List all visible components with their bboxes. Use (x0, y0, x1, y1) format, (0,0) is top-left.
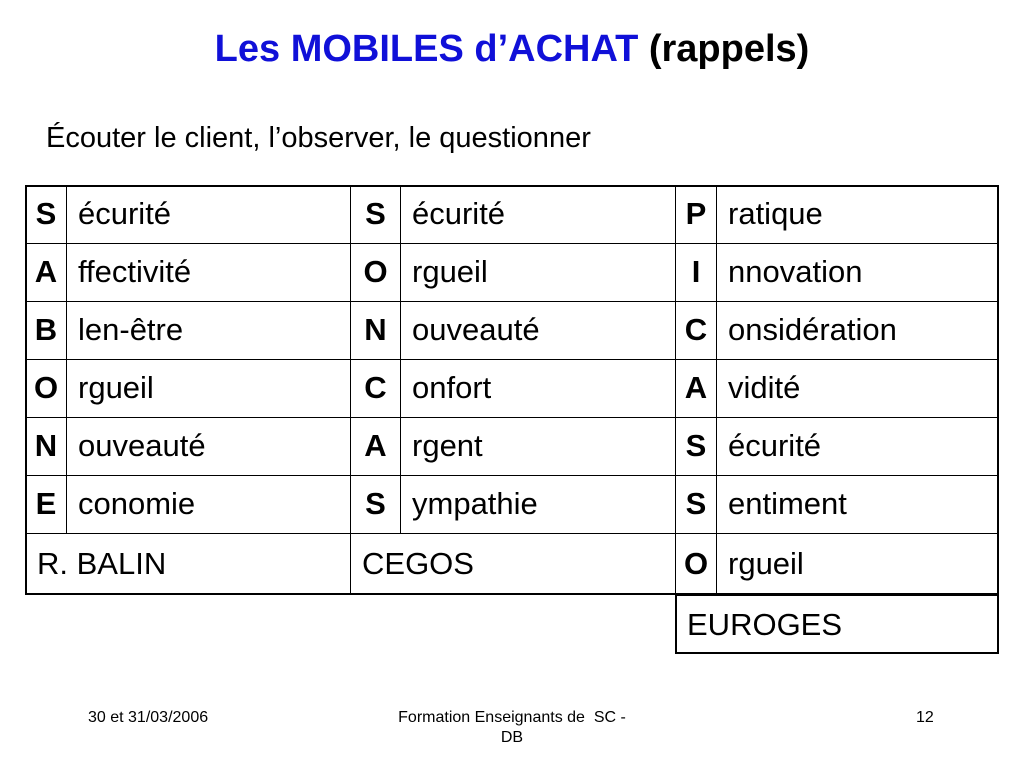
table-cell-letter: A (675, 359, 716, 417)
table-cell-word: ratique (716, 185, 999, 243)
table-cell-word: nnovation (716, 243, 999, 301)
table-cell-letter: P (675, 185, 716, 243)
table-cell-word: écurité (66, 185, 350, 243)
table-cell-letter: C (675, 301, 716, 359)
table-cell-letter: S (675, 475, 716, 533)
source-euroges: EUROGES (675, 595, 999, 654)
table-cell-word: conomie (66, 475, 350, 533)
table-cell-word: rgueil (400, 243, 675, 301)
slide-number: 12 (916, 709, 934, 726)
table-cell-word: onsidération (716, 301, 999, 359)
table-cell-letter: S (675, 417, 716, 475)
table-cell-word: ympathie (400, 475, 675, 533)
table-cell-letter: C (350, 359, 400, 417)
table-cell-letter: I (675, 243, 716, 301)
table-cell-letter: S (350, 185, 400, 243)
table-cell-word: ouveauté (66, 417, 350, 475)
slide-subtitle: Écouter le client, l’observer, le questionner (46, 122, 591, 154)
table-cell-word: rgent (400, 417, 675, 475)
table-cell-letter: S (350, 475, 400, 533)
slide-title (0, 24, 1024, 74)
table-cell-word: ffectivité (66, 243, 350, 301)
footer-center-line2: DB (500, 729, 524, 746)
table-cell-word: rgueil (66, 359, 350, 417)
table-cell-word: onfort (400, 359, 675, 417)
motives-table (25, 185, 999, 654)
table-cell-letter: A (25, 243, 66, 301)
footer-center (352, 708, 672, 748)
table-cell-letter: S (25, 185, 66, 243)
table-cell-letter: O (675, 533, 716, 595)
table-cell-letter: E (25, 475, 66, 533)
table-cell-word: écurité (400, 185, 675, 243)
table-cell-word: écurité (716, 417, 999, 475)
table-cell-letter: B (25, 301, 66, 359)
table-cell-word: vidité (716, 359, 999, 417)
table-cell-word: entiment (716, 475, 999, 533)
table-cell-letter: N (25, 417, 66, 475)
table-cell-word: len-être (66, 301, 350, 359)
source-cegos: CEGOS (350, 533, 675, 595)
footer-center-line1: Formation Enseignants de SC - (398, 709, 626, 726)
table-cell-letter: N (350, 301, 400, 359)
slide-title-paren: (rappels) (648, 28, 810, 70)
table-cell-letter: A (350, 417, 400, 475)
table-cell-word: rgueil (716, 533, 999, 595)
source-balin: R. BALIN (25, 533, 350, 595)
slide-title-main: Les MOBILES d’ACHAT (214, 28, 639, 70)
footer-date: 30 et 31/03/2006 (88, 709, 209, 726)
table-cell-letter: O (25, 359, 66, 417)
table-cell-letter: O (350, 243, 400, 301)
table-cell-word: ouveauté (400, 301, 675, 359)
